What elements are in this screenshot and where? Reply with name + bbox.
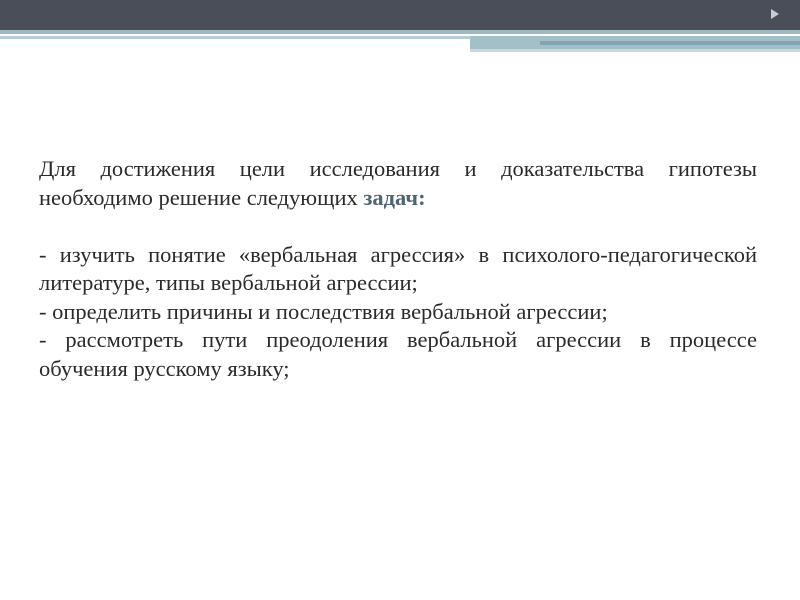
task-item: - рассмотреть пути преодоления вербальной агрессии в процессе обучения русскому языку; <box>39 327 757 381</box>
task-item: - определить причины и последствия вербальной агрессии; <box>39 298 608 324</box>
decorative-stripe-band <box>0 30 800 54</box>
stripe-4 <box>540 41 800 45</box>
next-slide-arrow-icon[interactable] <box>771 9 779 19</box>
intro-accent-word: задач: <box>363 184 426 210</box>
stripe-1 <box>0 30 800 34</box>
slide-body <box>39 155 757 383</box>
paragraph-gap <box>39 212 757 241</box>
slide-header-bar <box>0 0 800 30</box>
task-item: - изучить понятие «вербальная агрессия» в психолого-педагогической литературе, типы вербальной агрессии; <box>39 241 757 295</box>
stripe-5 <box>470 49 800 52</box>
intro-paragraph <box>39 155 757 212</box>
intro-text: Для достижения цели исследования и доказательства гипотезы необходимо решение следующих <box>39 156 757 210</box>
